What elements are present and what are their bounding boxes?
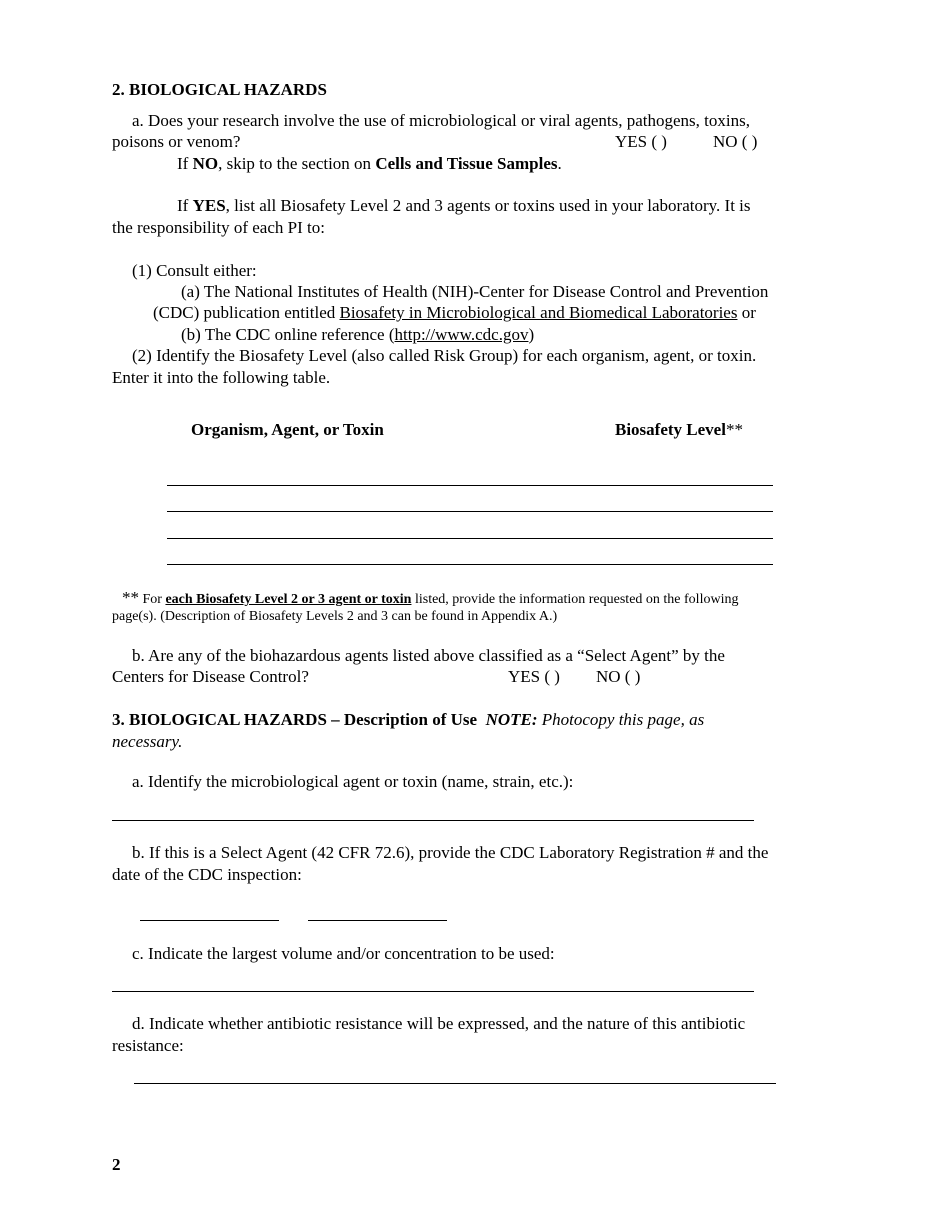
question-2b-line1: b. Are any of the biohazardous agents listed above classified as a “Select Agent” by the [132, 646, 725, 665]
identify-item-line2: Enter it into the following table. [112, 368, 331, 387]
footnote-line1 [122, 589, 738, 609]
footnote-pre: For [139, 592, 166, 607]
if-no-end: . [557, 154, 562, 173]
question-3c-answer-line[interactable] [112, 991, 754, 992]
consult-a-post: or [737, 303, 756, 322]
question-2b-yes-checkbox[interactable]: YES ( ) [508, 667, 560, 686]
question-2a-line2: poisons or venom? [112, 132, 241, 151]
consult-b-pre: (b) The CDC online reference ( [181, 325, 395, 344]
question-3d-line1: d. Indicate whether antibiotic resistance will be expressed, and the nature of this antibiotic [132, 1014, 746, 1033]
biosafety-level-mark: ** [725, 420, 743, 439]
table-entry-line-3[interactable] [167, 538, 773, 539]
footnote-post: listed, provide the information requested on the following [411, 592, 739, 607]
question-3d-answer-line[interactable] [134, 1083, 776, 1084]
question-3a: a. Identify the microbiological agent or toxin (name, strain, etc.): [132, 772, 574, 791]
consult-item: (1) Consult either: [132, 261, 257, 280]
if-no-pre: If [177, 154, 193, 173]
table-entry-line-1[interactable] [167, 485, 773, 486]
if-yes-rest: , list all Biosafety Level 2 and 3 agents or toxins used in your laboratory. It is [225, 196, 751, 215]
note-text: Photocopy this page, as [537, 710, 705, 729]
table-entry-line-4[interactable] [167, 564, 773, 565]
biosafety-level-label: Biosafety Level [615, 420, 726, 439]
section-3-note-line2: necessary. [112, 732, 183, 751]
table-header-biosafety-level [615, 419, 743, 440]
section-2-heading: 2. BIOLOGICAL HAZARDS [112, 80, 327, 99]
consult-item-a-line2 [153, 302, 756, 323]
if-no-mid: , skip to the section on [218, 154, 376, 173]
inspection-date-line[interactable] [308, 920, 447, 921]
question-2a-no-checkbox[interactable]: NO ( ) [713, 132, 758, 151]
if-yes-instruction [177, 195, 751, 216]
consult-item-b [181, 324, 534, 345]
if-yes-instruction-line2: the responsibility of each PI to: [112, 218, 325, 237]
if-no-instruction [177, 153, 562, 174]
consult-b-post: ) [528, 325, 535, 344]
cdc-website-link[interactable]: http://www.cdc.gov [394, 325, 529, 344]
question-2b-no-checkbox[interactable]: NO ( ) [596, 667, 641, 686]
question-2a-line1: a. Does your research involve the use of microbiological or viral agents, pathogens, toxins, [132, 111, 750, 130]
footnote-bold: each Biosafety Level 2 or 3 agent or toxin [165, 592, 412, 607]
if-no-target: Cells and Tissue Samples [375, 154, 558, 173]
section-3-heading-line1 [112, 709, 704, 730]
publication-link[interactable]: Biosafety in Microbiological and Biomedical Laboratories [339, 303, 738, 322]
table-entry-line-2[interactable] [167, 511, 773, 512]
section-3-heading: 3. BIOLOGICAL HAZARDS – Description of Use [112, 710, 478, 729]
consult-a-pre: (CDC) publication entitled [153, 303, 340, 322]
consult-item-a: (a) The National Institutes of Health (NIH)-Center for Disease Control and Prevention [181, 282, 769, 301]
registration-number-line[interactable] [140, 920, 279, 921]
question-2b-line2: Centers for Disease Control? [112, 667, 309, 686]
if-no-bold: NO [192, 154, 219, 173]
if-yes-bold: YES [192, 196, 226, 215]
footnote-stars: ** [122, 588, 139, 607]
question-2a-yes-checkbox[interactable]: YES ( ) [615, 132, 667, 151]
identify-item: (2) Identify the Biosafety Level (also called Risk Group) for each organism, agent, or toxin. [132, 346, 757, 365]
footnote-line2: page(s). (Description of Biosafety Levels 2 and 3 can be found in Appendix A.) [112, 609, 558, 624]
question-3d-line2: resistance: [112, 1036, 184, 1055]
table-header-organism: Organism, Agent, or Toxin [191, 420, 384, 439]
if-yes-pre: If [177, 196, 193, 215]
note-label: NOTE: [485, 710, 538, 729]
question-3b-line2: date of the CDC inspection: [112, 865, 302, 884]
page-number: 2 [112, 1155, 121, 1174]
question-3b-line1: b. If this is a Select Agent (42 CFR 72.6), provide the CDC Laboratory Registration # and the [132, 843, 769, 862]
question-3c: c. Indicate the largest volume and/or concentration to be used: [132, 944, 555, 963]
question-3a-answer-line[interactable] [112, 820, 754, 821]
